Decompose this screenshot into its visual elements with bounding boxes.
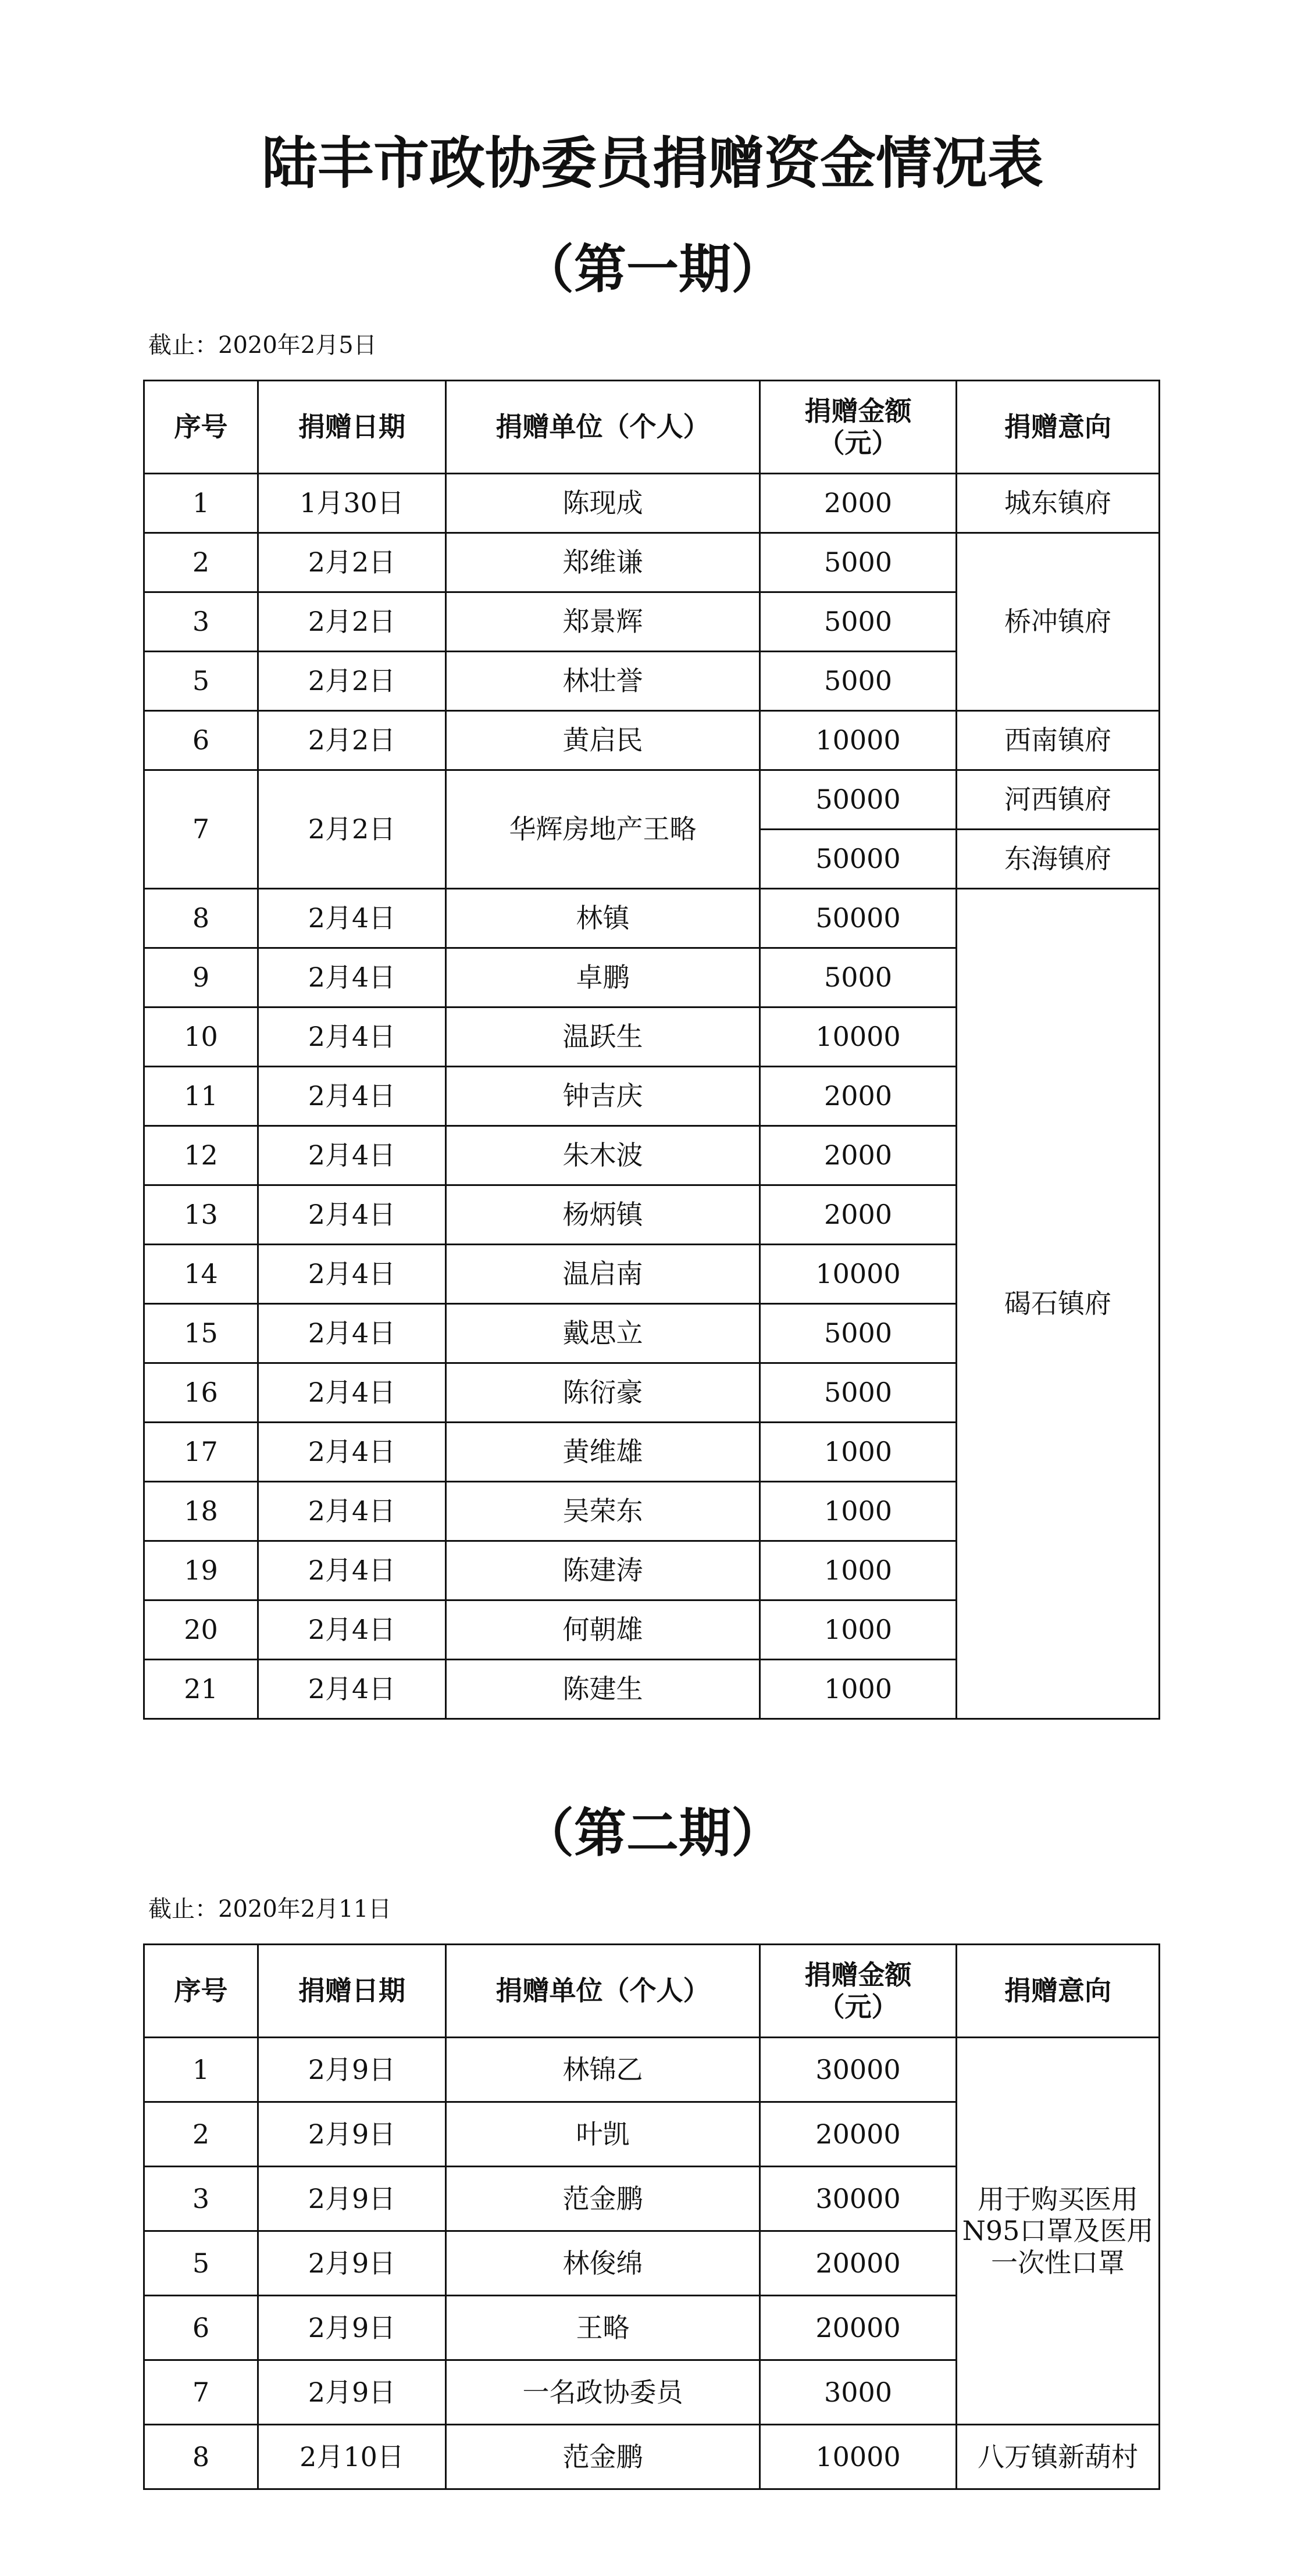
cell-date: 2月2日 <box>258 711 446 770</box>
cell-donor: 温跃生 <box>446 1007 760 1067</box>
cell-seq: 18 <box>144 1482 258 1541</box>
cell-amount: 10000 <box>760 1245 957 1304</box>
table-header-row <box>144 1945 1160 2038</box>
table-row <box>144 711 1160 770</box>
purpose-line: N95口罩及医用 <box>962 2215 1154 2247</box>
cell-donor: 吴荣东 <box>446 1482 760 1541</box>
cell-amount: 5000 <box>760 533 957 592</box>
cell-amount: 50000 <box>760 830 957 889</box>
table-row <box>144 2425 1160 2489</box>
cell-date: 2月4日 <box>258 948 446 1007</box>
period1-donation-table <box>143 380 1160 1720</box>
table-row <box>144 533 1160 592</box>
cell-date: 2月9日 <box>258 2102 446 2167</box>
cell-amount: 10000 <box>760 2425 957 2489</box>
cell-seq: 11 <box>144 1067 258 1126</box>
cell-seq: 3 <box>144 592 258 652</box>
cell-donor: 朱木波 <box>446 1126 760 1185</box>
cell-seq: 5 <box>144 652 258 711</box>
cell-date: 2月9日 <box>258 2167 446 2231</box>
cell-date: 2月2日 <box>258 592 446 652</box>
cell-donor: 林壮誉 <box>446 652 760 711</box>
cell-date: 2月9日 <box>258 2296 446 2360</box>
cell-date: 2月2日 <box>258 533 446 592</box>
cell-date: 2月4日 <box>258 1423 446 1482</box>
header-donor: 捐赠单位（个人） <box>446 381 760 474</box>
cell-amount: 1000 <box>760 1541 957 1600</box>
cell-seq: 16 <box>144 1363 258 1423</box>
header-amount <box>760 381 957 474</box>
cell-amount: 1000 <box>760 1423 957 1482</box>
cell-date-merged: 2月2日 <box>258 770 446 889</box>
cell-donor: 黄启民 <box>446 711 760 770</box>
cell-seq: 2 <box>144 2102 258 2167</box>
header-amount-line2: （元） <box>818 1991 898 2023</box>
cell-amount: 1000 <box>760 1482 957 1541</box>
cell-donor: 林俊绵 <box>446 2231 760 2296</box>
cell-seq: 20 <box>144 1600 258 1660</box>
cell-seq: 14 <box>144 1245 258 1304</box>
cell-donor: 一名政协委员 <box>446 2360 760 2425</box>
cell-date: 2月4日 <box>258 1007 446 1067</box>
cell-purpose: 城东镇府 <box>957 474 1160 533</box>
header-seq: 序号 <box>144 381 258 474</box>
cell-amount: 20000 <box>760 2296 957 2360</box>
cell-donor: 陈现成 <box>446 474 760 533</box>
cell-purpose: 八万镇新葫村 <box>957 2425 1160 2489</box>
cell-seq: 2 <box>144 533 258 592</box>
cell-amount: 20000 <box>760 2102 957 2167</box>
cell-donor: 黄维雄 <box>446 1423 760 1482</box>
cell-purpose-merged: 桥冲镇府 <box>957 533 1160 711</box>
cell-date: 2月4日 <box>258 1600 446 1660</box>
cell-seq: 8 <box>144 889 258 948</box>
cell-amount: 2000 <box>760 1185 957 1245</box>
cell-amount: 30000 <box>760 2038 957 2102</box>
cell-amount: 2000 <box>760 1067 957 1126</box>
cell-donor: 叶凯 <box>446 2102 760 2167</box>
cell-donor: 钟吉庆 <box>446 1067 760 1126</box>
cell-date: 2月4日 <box>258 1067 446 1126</box>
header-seq: 序号 <box>144 1945 258 2038</box>
cell-amount: 1000 <box>760 1600 957 1660</box>
cell-seq: 6 <box>144 2296 258 2360</box>
cell-amount: 10000 <box>760 711 957 770</box>
period2-donation-table <box>143 1943 1160 2490</box>
cell-date: 2月4日 <box>258 1660 446 1719</box>
cell-donor-merged: 华辉房地产王略 <box>446 770 760 889</box>
cell-seq: 12 <box>144 1126 258 1185</box>
cell-amount: 30000 <box>760 2167 957 2231</box>
table-row <box>144 770 1160 830</box>
cell-date: 2月2日 <box>258 652 446 711</box>
header-donor: 捐赠单位（个人） <box>446 1945 760 2038</box>
cell-amount: 5000 <box>760 1363 957 1423</box>
cell-seq: 5 <box>144 2231 258 2296</box>
cell-seq: 10 <box>144 1007 258 1067</box>
cell-purpose-merged: 碣石镇府 <box>957 889 1160 1719</box>
table-row <box>144 474 1160 533</box>
header-amount-line1: 捐赠金额 <box>804 1959 912 1991</box>
cell-date: 2月4日 <box>258 1304 446 1363</box>
cell-date: 2月10日 <box>258 2425 446 2489</box>
document-title: 陆丰市政协委员捐赠资金情况表 <box>262 131 1043 196</box>
period2-title: （第二期） <box>522 1803 783 1864</box>
cell-purpose: 河西镇府 <box>957 770 1160 830</box>
cell-donor: 郑维谦 <box>446 533 760 592</box>
cell-donor: 陈建涛 <box>446 1541 760 1600</box>
cell-seq: 15 <box>144 1304 258 1363</box>
cell-amount: 1000 <box>760 1660 957 1719</box>
cell-date: 2月4日 <box>258 1245 446 1304</box>
period1-title: （第一期） <box>522 239 783 300</box>
table-row <box>144 2038 1160 2102</box>
cell-purpose: 西南镇府 <box>957 711 1160 770</box>
header-date: 捐赠日期 <box>258 381 446 474</box>
cell-date: 2月4日 <box>258 1482 446 1541</box>
cell-date: 2月9日 <box>258 2038 446 2102</box>
cell-donor: 范金鹏 <box>446 2167 760 2231</box>
cell-seq-merged: 7 <box>144 770 258 889</box>
purpose-line: 一次性口罩 <box>991 2246 1125 2278</box>
cell-seq: 17 <box>144 1423 258 1482</box>
cell-seq: 6 <box>144 711 258 770</box>
table-row <box>144 889 1160 948</box>
cell-seq: 1 <box>144 474 258 533</box>
cell-donor: 戴思立 <box>446 1304 760 1363</box>
cell-amount: 5000 <box>760 652 957 711</box>
cell-amount: 3000 <box>760 2360 957 2425</box>
cell-seq: 7 <box>144 2360 258 2425</box>
cell-donor: 林锦乙 <box>446 2038 760 2102</box>
header-purpose: 捐赠意向 <box>957 381 1160 474</box>
cell-purpose: 东海镇府 <box>957 830 1160 889</box>
cell-seq: 13 <box>144 1185 258 1245</box>
cell-date: 2月4日 <box>258 1126 446 1185</box>
cell-seq: 9 <box>144 948 258 1007</box>
cell-donor: 陈衍豪 <box>446 1363 760 1423</box>
cell-donor: 林镇 <box>446 889 760 948</box>
cell-donor: 范金鹏 <box>446 2425 760 2489</box>
cell-amount: 5000 <box>760 592 957 652</box>
period1-as-of-date: 截止：2020年2月5日 <box>148 332 377 359</box>
cell-seq: 3 <box>144 2167 258 2231</box>
cell-seq: 19 <box>144 1541 258 1600</box>
cell-date: 2月4日 <box>258 1363 446 1423</box>
cell-amount: 2000 <box>760 474 957 533</box>
cell-date: 2月9日 <box>258 2360 446 2425</box>
cell-seq: 8 <box>144 2425 258 2489</box>
cell-donor: 郑景辉 <box>446 592 760 652</box>
cell-donor: 卓鹏 <box>446 948 760 1007</box>
cell-date: 2月4日 <box>258 889 446 948</box>
cell-amount: 10000 <box>760 1007 957 1067</box>
cell-amount: 5000 <box>760 1304 957 1363</box>
header-date: 捐赠日期 <box>258 1945 446 2038</box>
cell-date: 2月4日 <box>258 1541 446 1600</box>
header-purpose: 捐赠意向 <box>957 1945 1160 2038</box>
cell-donor: 杨炳镇 <box>446 1185 760 1245</box>
cell-donor: 陈建生 <box>446 1660 760 1719</box>
header-amount <box>760 1945 957 2038</box>
cell-seq: 1 <box>144 2038 258 2102</box>
table-header-row <box>144 381 1160 474</box>
cell-date: 2月4日 <box>258 1185 446 1245</box>
header-amount-line1: 捐赠金额 <box>804 395 912 427</box>
cell-date: 2月9日 <box>258 2231 446 2296</box>
cell-date: 1月30日 <box>258 474 446 533</box>
cell-amount: 20000 <box>760 2231 957 2296</box>
period2-as-of-date: 截止：2020年2月11日 <box>148 1896 392 1923</box>
cell-amount: 2000 <box>760 1126 957 1185</box>
header-amount-line2: （元） <box>818 427 898 459</box>
cell-donor: 温启南 <box>446 1245 760 1304</box>
cell-donor: 王略 <box>446 2296 760 2360</box>
cell-seq: 21 <box>144 1660 258 1719</box>
cell-amount: 5000 <box>760 948 957 1007</box>
cell-amount: 50000 <box>760 889 957 948</box>
cell-amount: 50000 <box>760 770 957 830</box>
cell-donor: 何朝雄 <box>446 1600 760 1660</box>
cell-purpose-merged <box>957 2038 1160 2425</box>
purpose-line: 用于购买医用 <box>978 2184 1138 2216</box>
